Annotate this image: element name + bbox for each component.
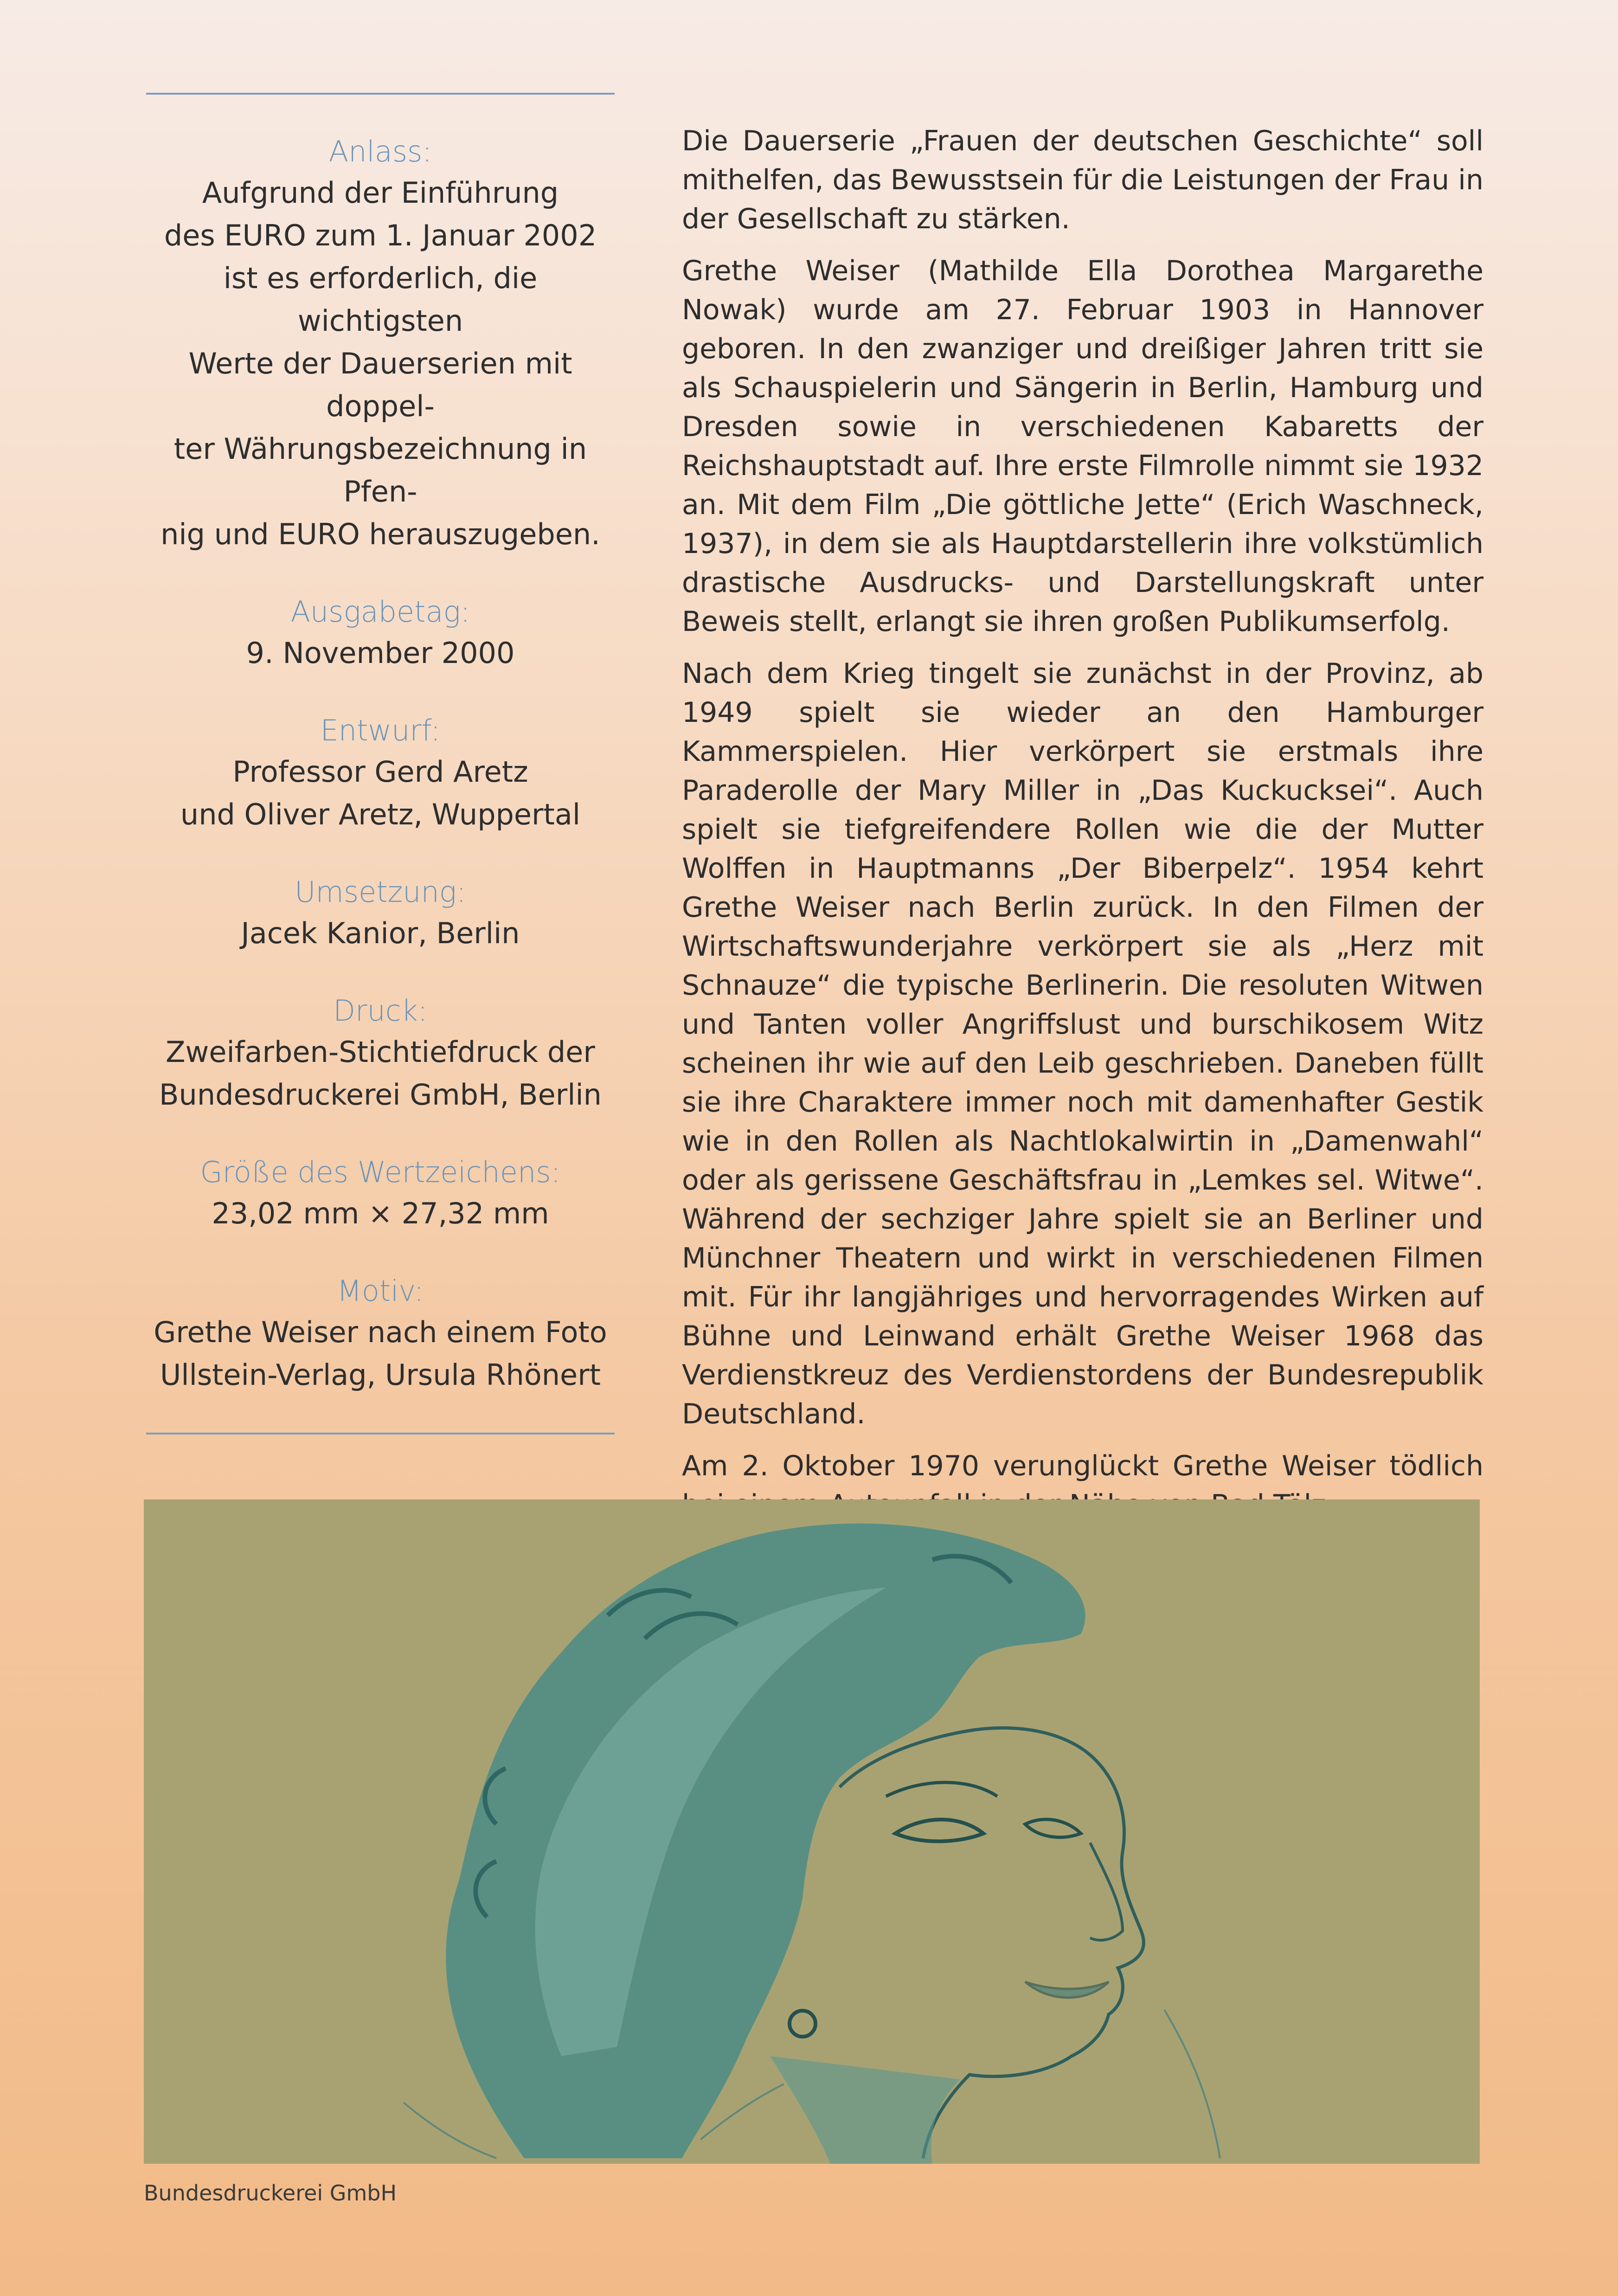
article-paragraph: Grethe Weiser (Mathilde Ella Dorothea Margarethe Nowak) wurde am 27. Februar 1903 in Hannover geboren. In den zwanziger und dreißiger Jahren tritt sie als Schauspielerin und Sängerin in Berlin, Hamburg und Dresden sowie in verschiedenen Kabaretts der Reichshauptstadt auf. Ihre erste Filmrolle nimmt sie 1932 an. Mit dem Film „Die göttliche Jette“ (Erich Waschneck, 1937), in dem sie als Hauptdarstellerin ihre volkstümlich drastische Ausdrucks- und Darstellungskraft unter Beweis stellt, erlangt sie ihren großen Publikumserfolg. — [682, 255, 1483, 638]
article-paragraph: Nach dem Krieg tingelt sie zunächst in der Provinz, ab 1949 spielt sie wieder an den Hamburger Kammerspielen. Hier verkörpert sie erstmals ihre Paraderolle der Mary Miller in „Das Kuckucksei“. Auch spielt sie tiefgreifendere Rollen wie die der Mutter Wolffen in Hauptmanns „Der Biberpelz“. 1954 kehrt Grethe Weiser nach Berlin zurück. In den Filmen der Wirtschaftswunderjahre verkörpert sie als „Herz mit Schnauze“ die typische Berlinerin. Die resoluten Witwen und Tanten voller Angriffslust und burschikosem Witz scheinen ihr wie auf den Leib geschrieben. Daneben füllt sie ihre Charaktere immer noch mit damenhafter Gestik wie in den Rollen als Nachtlokalwirtin in „Damenwahl“ oder als gerissene Geschäftsfrau in „Lemkes sel. Witwe“. Während der sechziger Jahre spielt sie an Berliner und Münchner Theatern und wirkt in verschiedenen Filmen mit. Für ihr langjähriges und hervorragendes Wirken auf Bühne und Leinwand erhält Grethe Weiser 1968 das Verdienstkreuz des Verdienstordens der Bundesrepublik Deutschland. — [682, 657, 1483, 1430]
section-umsetzung — [146, 872, 615, 955]
section-value: Professor Gerd Aretz und Oliver Aretz, Wuppertal — [180, 755, 581, 831]
section-value: Grethe Weiser nach einem Foto Ullstein-Verlag, Ursula Rhönert — [154, 1315, 607, 1392]
eye-right — [1025, 1820, 1081, 1838]
section-entwurf — [146, 711, 615, 836]
footer-credit: Bundesdruckerei GmbH — [144, 2180, 397, 2206]
section-label: Motiv: — [337, 1274, 424, 1308]
top-divider — [146, 93, 615, 95]
article-paragraph: Am 2. Oktober 1970 verunglückt Grethe Weiser tödlich — [682, 1450, 1483, 1482]
section-value: Jacek Kanior, Berlin — [241, 916, 520, 950]
portrait-illustration — [144, 1499, 1480, 2164]
portrait-drawing — [144, 1499, 1480, 2164]
article-paragraph: Die Dauerserie „Frauen der deutschen Geschichte“ soll mithelfen, das Bewusstsein für die Leistungen der Frau in der Gesellschaft zu stärken. — [682, 125, 1483, 235]
section-label: Größe des Wertzeichens: — [200, 1155, 561, 1189]
article-body — [682, 122, 1483, 1537]
section-label: Druck: — [333, 994, 428, 1028]
mouth — [1025, 1982, 1109, 1998]
section-druck — [146, 991, 615, 1116]
earring — [790, 2011, 815, 2037]
section-groesse — [146, 1152, 615, 1235]
section-value: Aufgrund der Einführung des EURO zum 1. Januar 2002 ist es erforderlich, die wichtigsten Werte der Dauerserien mit doppel- ter Währungsbezeichnung in Pfen- nig und EURO herauszugeben. — [161, 176, 600, 551]
neck-shading — [770, 2056, 960, 2164]
details-sidebar — [146, 93, 615, 1434]
section-label: Umsetzung: — [295, 875, 466, 909]
section-label: Entwurf: — [320, 714, 441, 747]
eyebrow-left — [886, 1782, 997, 1796]
bottom-divider — [146, 1433, 615, 1434]
eye-left — [895, 1820, 983, 1841]
section-anlass — [146, 132, 615, 556]
section-value: 23,02 mm × 27,32 mm — [212, 1196, 549, 1230]
nose — [1090, 1843, 1123, 1940]
section-motiv — [146, 1271, 615, 1396]
section-label: Anlass: — [328, 135, 432, 168]
section-value: 9. November 2000 — [246, 636, 515, 670]
section-ausgabetag — [146, 592, 615, 675]
section-label: Ausgabetag: — [290, 595, 470, 629]
section-value: Zweifarben-Stichtiefdruck der Bundesdruckerei GmbH, Berlin — [159, 1035, 602, 1112]
